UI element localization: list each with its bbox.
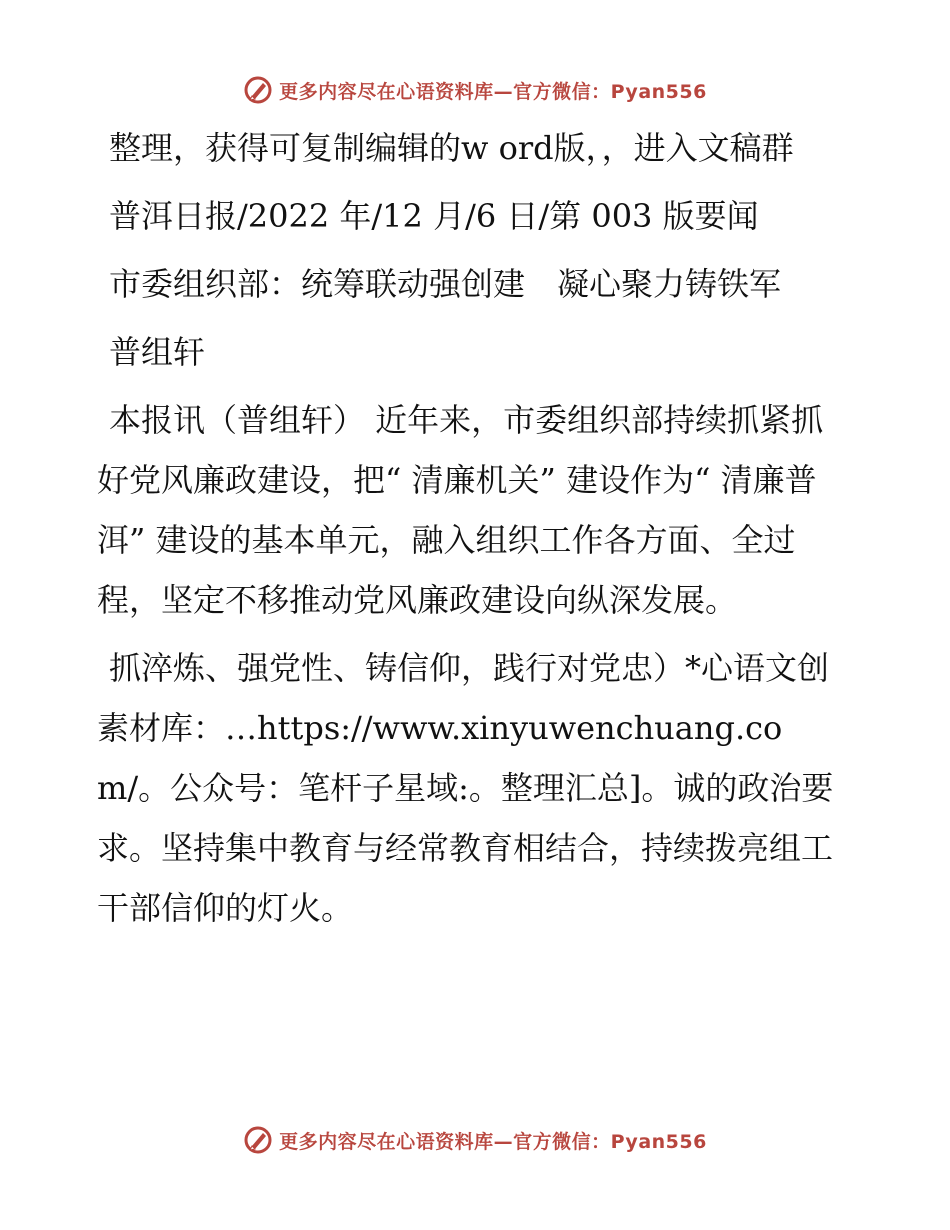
source-line: 普洱日报/2022 年/12 月/6 日/第 003 版要闻: [109, 197, 759, 235]
article-title: 市委组织部：统筹联动强创建 凝心聚力铸铁军: [109, 265, 782, 303]
body-paragraph-1: 本报讯（普组轩） 近年来，市委组织部持续抓紧抓好党风廉政建设，把“ 清廉机关” 建设作为“ 清廉普洱” 建设的基本单元，融入组织工作各方面、全过程，坚定不移推动党风廉政建设向纵深发展。: [97, 401, 824, 619]
body-paragraph-2: 抓淬炼、强党性、铸信仰，践行对党忠）*心语文创素材库：…https://www.xinyuwenchuang.com/。公众号：笔杆子星域:。整理汇总]。诚的政治要求。坚持集中教育与经常教育相结合，持续拨亮组工干部信仰的灯火。: [97, 649, 834, 927]
intro-paragraph: 整理，获得可复制编辑的w ord版，，进入文稿群: [109, 129, 794, 167]
footer-watermark-text: 更多内容尽在心语资料库—官方微信：Pyan556: [279, 1130, 707, 1153]
footer-watermark-banner: [0, 1120, 950, 1160]
document-body: [97, 118, 852, 946]
pen-logo-icon: [243, 1125, 273, 1155]
header-watermark-banner: [0, 70, 950, 110]
article-author: 普组轩: [109, 333, 206, 371]
pen-logo-icon: [243, 75, 273, 105]
header-watermark-text: 更多内容尽在心语资料库—官方微信：Pyan556: [279, 80, 707, 103]
